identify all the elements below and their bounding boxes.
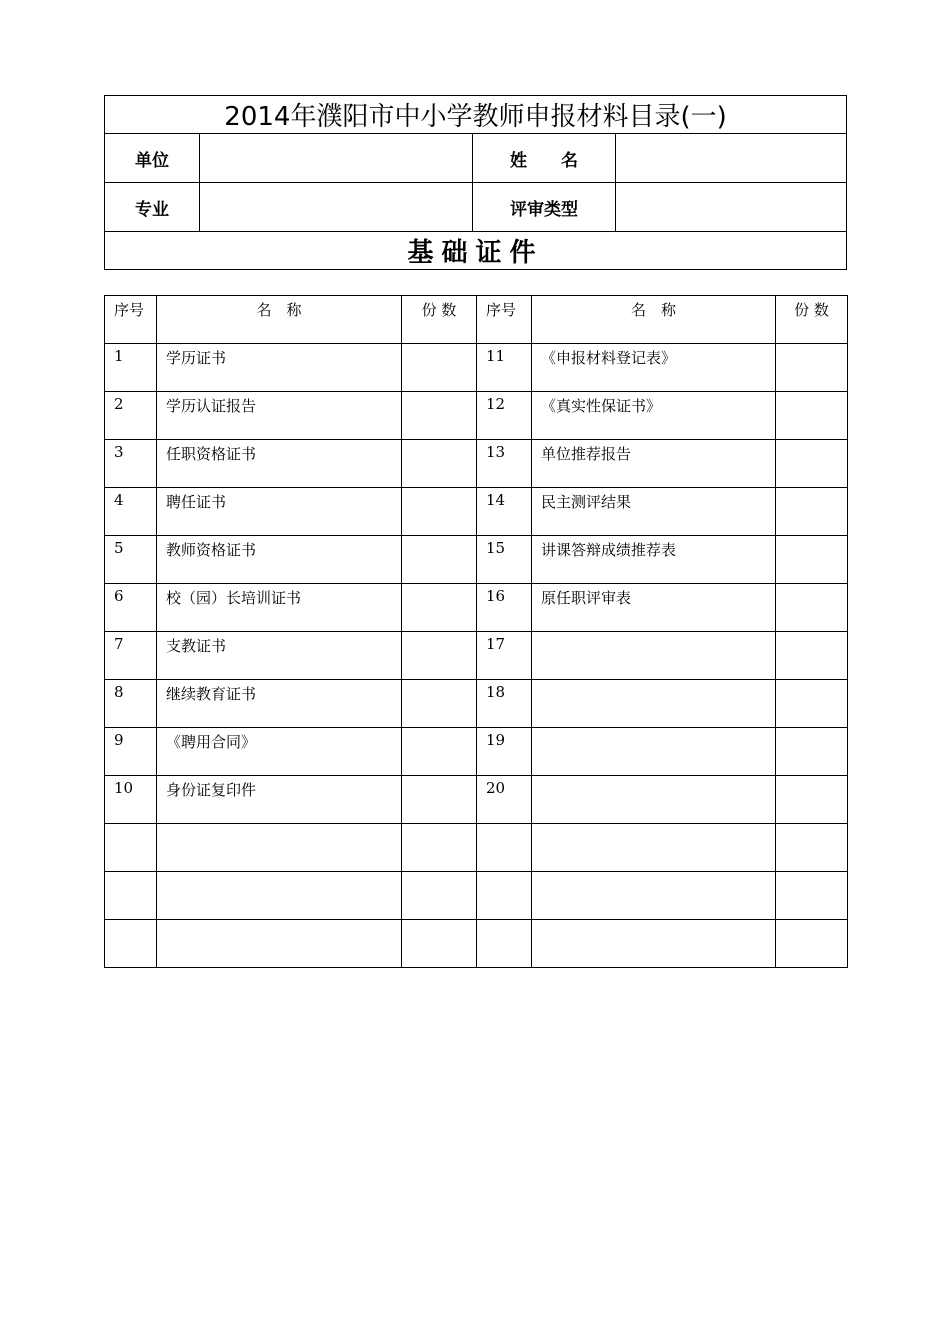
header-no-right: 序号 (477, 296, 532, 344)
item-name: 民主测评结果 (532, 488, 776, 536)
table-row (105, 824, 848, 872)
item-count-field[interactable] (776, 536, 848, 584)
item-count-field[interactable] (776, 920, 848, 968)
header-name-left: 名 称 (157, 296, 402, 344)
unit-label: 单位 (105, 134, 200, 183)
item-name (532, 776, 776, 824)
item-count-field[interactable] (402, 632, 477, 680)
review-type-label: 评审类型 (473, 183, 616, 232)
table-row (105, 488, 848, 536)
item-count-field[interactable] (776, 440, 848, 488)
item-count-field[interactable] (776, 680, 848, 728)
item-name (532, 920, 776, 968)
item-number: 10 (105, 776, 157, 824)
item-name: 任职资格证书 (157, 440, 402, 488)
item-count-field[interactable] (776, 344, 848, 392)
item-number (477, 872, 532, 920)
item-number (477, 920, 532, 968)
item-number: 18 (477, 680, 532, 728)
document-title: 2014年濮阳市中小学教师申报材料目录(一) (105, 96, 847, 134)
header-count-left: 份 数 (402, 296, 477, 344)
item-name (157, 872, 402, 920)
item-number: 5 (105, 536, 157, 584)
item-name: 继续教育证书 (157, 680, 402, 728)
item-name (532, 632, 776, 680)
item-count-field[interactable] (402, 488, 477, 536)
item-name (532, 824, 776, 872)
table-header-row (105, 296, 848, 344)
item-name (157, 824, 402, 872)
table-row (105, 632, 848, 680)
item-count-field[interactable] (402, 440, 477, 488)
item-count-field[interactable] (776, 584, 848, 632)
item-number: 14 (477, 488, 532, 536)
item-name (532, 872, 776, 920)
item-count-field[interactable] (776, 728, 848, 776)
item-count-field[interactable] (402, 536, 477, 584)
table-row (105, 536, 848, 584)
item-name: 单位推荐报告 (532, 440, 776, 488)
item-count-field[interactable] (402, 584, 477, 632)
item-number (105, 920, 157, 968)
item-number: 16 (477, 584, 532, 632)
table-row (105, 440, 848, 488)
item-name (532, 728, 776, 776)
item-count-field[interactable] (776, 872, 848, 920)
item-count-field[interactable] (402, 872, 477, 920)
item-name: 支教证书 (157, 632, 402, 680)
materials-table (104, 295, 848, 968)
major-field[interactable] (200, 183, 473, 232)
item-count-field[interactable] (402, 728, 477, 776)
item-count-field[interactable] (776, 824, 848, 872)
item-name: 学历证书 (157, 344, 402, 392)
item-name: 聘任证书 (157, 488, 402, 536)
item-count-field[interactable] (402, 824, 477, 872)
item-name: 身份证复印件 (157, 776, 402, 824)
table-row (105, 872, 848, 920)
item-name: 《申报材料登记表》 (532, 344, 776, 392)
item-number: 19 (477, 728, 532, 776)
header-name-right: 名 称 (532, 296, 776, 344)
item-name: 《真实性保证书》 (532, 392, 776, 440)
section-title: 基础证件 (105, 232, 847, 270)
table-row (105, 584, 848, 632)
table-row (105, 776, 848, 824)
item-number: 13 (477, 440, 532, 488)
item-name (532, 680, 776, 728)
item-count-field[interactable] (402, 776, 477, 824)
table-row (105, 344, 848, 392)
item-number: 15 (477, 536, 532, 584)
item-name: 学历认证报告 (157, 392, 402, 440)
item-count-field[interactable] (776, 776, 848, 824)
item-count-field[interactable] (402, 920, 477, 968)
item-name: 教师资格证书 (157, 536, 402, 584)
item-count-field[interactable] (402, 680, 477, 728)
header-count-right: 份 数 (776, 296, 848, 344)
unit-field[interactable] (200, 134, 473, 183)
item-name (157, 920, 402, 968)
header-no-left: 序号 (105, 296, 157, 344)
item-count-field[interactable] (776, 632, 848, 680)
item-name: 讲课答辩成绩推荐表 (532, 536, 776, 584)
table-row (105, 392, 848, 440)
item-number (105, 824, 157, 872)
item-number: 2 (105, 392, 157, 440)
item-number: 6 (105, 584, 157, 632)
item-name: 校（园）长培训证书 (157, 584, 402, 632)
item-number: 12 (477, 392, 532, 440)
item-number: 9 (105, 728, 157, 776)
item-name: 《聘用合同》 (157, 728, 402, 776)
table-row (105, 920, 848, 968)
name-field[interactable] (616, 134, 847, 183)
item-count-field[interactable] (402, 344, 477, 392)
item-number: 8 (105, 680, 157, 728)
item-number: 3 (105, 440, 157, 488)
item-count-field[interactable] (776, 392, 848, 440)
item-number: 11 (477, 344, 532, 392)
major-label: 专业 (105, 183, 200, 232)
item-number: 20 (477, 776, 532, 824)
item-number: 7 (105, 632, 157, 680)
table-row (105, 728, 848, 776)
item-number: 17 (477, 632, 532, 680)
item-number (105, 872, 157, 920)
name-label: 姓 名 (473, 134, 616, 183)
item-number: 1 (105, 344, 157, 392)
table-row (105, 680, 848, 728)
item-name: 原任职评审表 (532, 584, 776, 632)
item-number: 4 (105, 488, 157, 536)
item-count-field[interactable] (776, 488, 848, 536)
review-type-field[interactable] (616, 183, 847, 232)
item-number (477, 824, 532, 872)
header-table (104, 95, 847, 270)
item-count-field[interactable] (402, 392, 477, 440)
